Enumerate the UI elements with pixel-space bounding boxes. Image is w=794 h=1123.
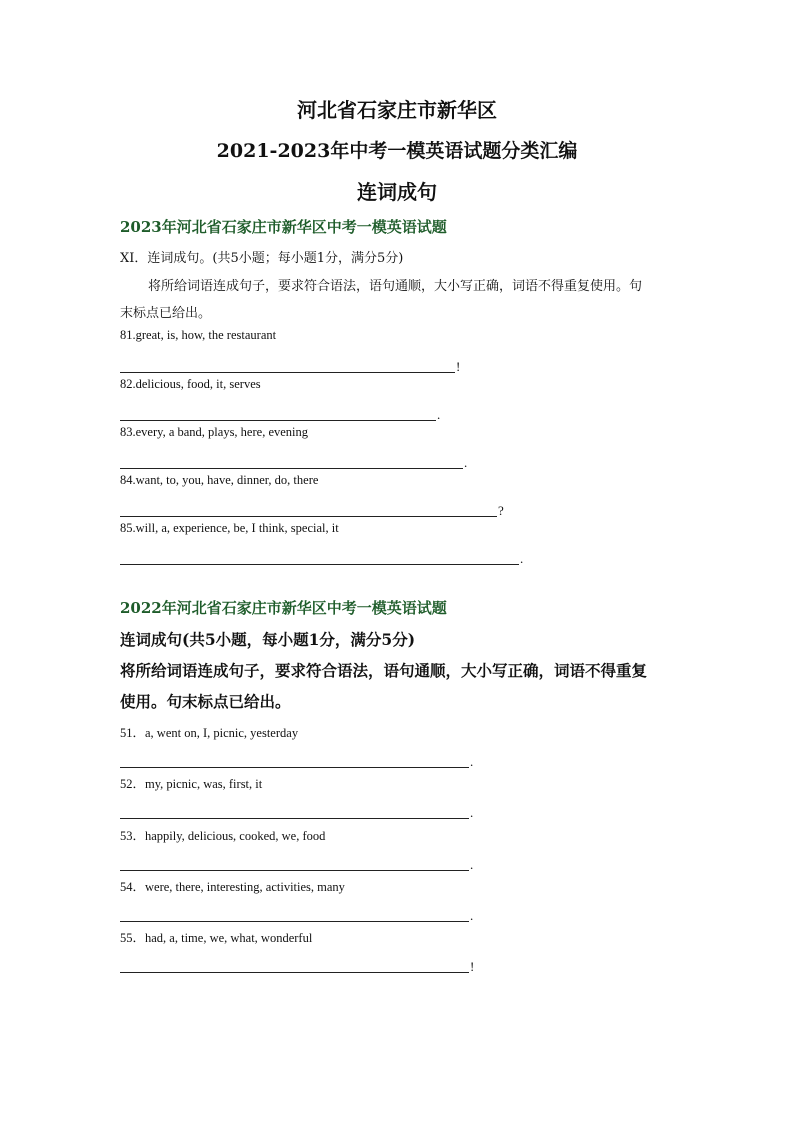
instruction-text: 将所给词语连成句子，要求符合语法，语句通顺，大小写正确，词语不得重复 — [120, 661, 648, 680]
section-heading-2022: 2022年河北省石家庄市新华区中考一模英语试题 — [120, 599, 447, 617]
question-prompt: 53．happily, delicious, cooked, we, food — [120, 829, 326, 843]
end-punctuation: ? — [498, 503, 504, 518]
answer-line[interactable] — [120, 456, 463, 469]
end-punctuation: . — [470, 805, 474, 820]
answer-blank[interactable] — [120, 903, 473, 921]
question-prompt: 82.delicious, food, it, serves — [120, 377, 261, 391]
answer-line[interactable] — [120, 755, 469, 768]
answer-blank[interactable] — [120, 749, 473, 767]
end-punctuation: ! — [470, 959, 475, 974]
question-prompt: 81.great, is, how, the restaurant — [120, 328, 277, 342]
answer-blank[interactable] — [120, 954, 474, 972]
document-subtitle: 2021-2023年中考一模英语试题分类汇编 — [216, 140, 578, 162]
answer-line[interactable] — [120, 806, 469, 819]
end-punctuation: ! — [456, 359, 461, 374]
question-prompt: 52．my, picnic, was, first, it — [120, 777, 263, 791]
document-title: 河北省石家庄市新华区 — [297, 98, 497, 122]
question-prompt: 55．had, a, time, we, what, wonderful — [120, 931, 313, 945]
answer-line[interactable] — [120, 504, 497, 517]
section-title: 连词成句(共5小题，每小题1分，满分5分) — [120, 630, 416, 649]
answer-blank[interactable] — [120, 402, 440, 420]
answer-blank[interactable] — [120, 800, 473, 818]
section-title: XI．连词成句。(共5小题；每小题1分，满分5分) — [120, 251, 404, 266]
answer-blank[interactable] — [120, 450, 467, 468]
answer-blank[interactable] — [120, 354, 460, 372]
end-punctuation: . — [470, 908, 474, 923]
section-heading-2023: 2023年河北省石家庄市新华区中考一模英语试题 — [120, 218, 447, 236]
instruction-text: 末标点已给出。 — [120, 306, 212, 321]
end-punctuation: . — [470, 754, 474, 769]
answer-line[interactable] — [120, 360, 455, 373]
question-prompt: 51．a, went on, I, picnic, yesterday — [120, 726, 299, 740]
question-prompt: 84.want, to, you, have, dinner, do, there — [120, 473, 319, 487]
instruction-text: 使用。句末标点已给出。 — [120, 692, 291, 711]
end-punctuation: . — [437, 407, 441, 422]
answer-blank[interactable] — [120, 546, 523, 564]
end-punctuation: . — [470, 857, 474, 872]
answer-line[interactable] — [120, 552, 519, 565]
answer-line[interactable] — [120, 858, 469, 871]
answer-blank[interactable] — [120, 852, 473, 870]
topic-title: 连词成句 — [357, 180, 437, 204]
question-prompt: 83.every, a band, plays, here, evening — [120, 425, 309, 439]
answer-blank[interactable] — [120, 498, 504, 516]
question-prompt: 54．were, there, interesting, activities, many — [120, 880, 345, 894]
instruction-text: 将所给词语连成句子，要求符合语法，语句通顺，大小写正确，词语不得重复使用。句 — [148, 279, 643, 294]
answer-line[interactable] — [120, 909, 469, 922]
answer-line[interactable] — [120, 408, 436, 421]
question-prompt: 85.will, a, experience, be, I think, special, it — [120, 521, 339, 535]
end-punctuation: . — [520, 551, 524, 566]
end-punctuation: . — [464, 455, 468, 470]
answer-line[interactable] — [120, 960, 469, 973]
